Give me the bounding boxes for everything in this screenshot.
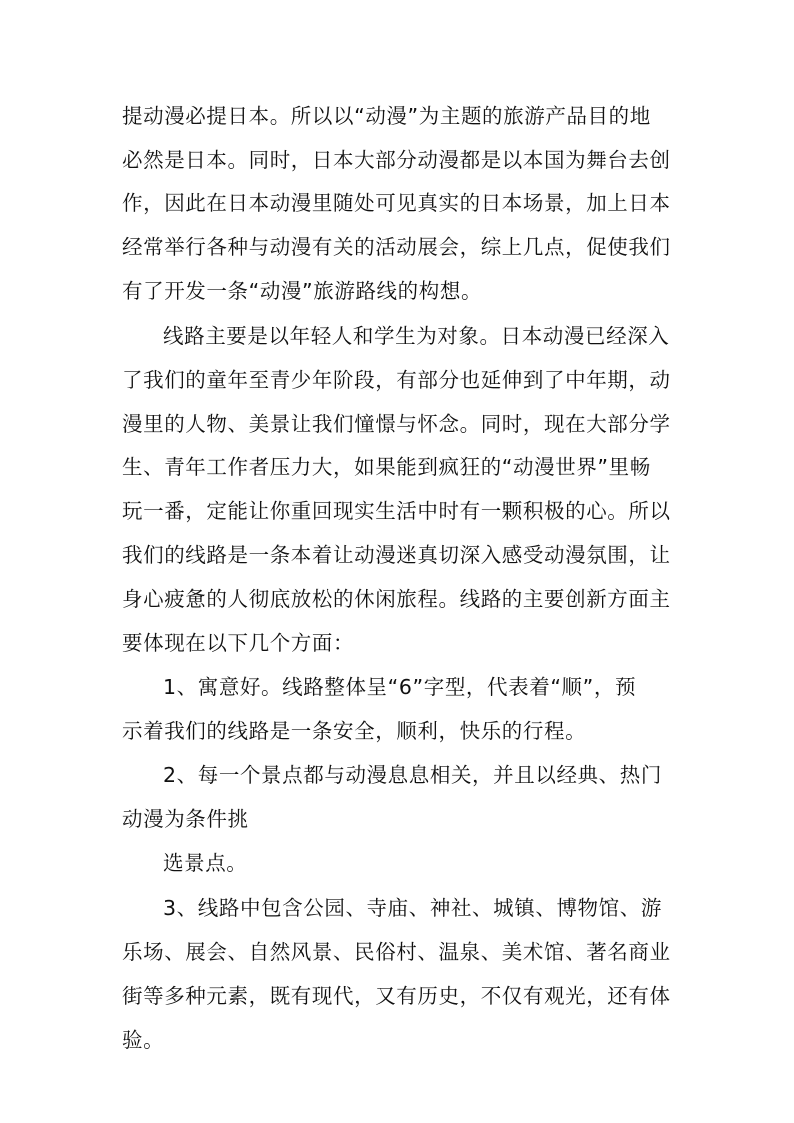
text-line: 验。 xyxy=(122,1028,165,1052)
text-line: 我们的线路是一条本着让动漫迷真切深入感受动漫氛围，让 xyxy=(122,543,671,567)
text-line: 经常举行各种与动漫有关的活动展会，综上几点，促使我们 xyxy=(122,235,671,259)
text-line: 有了开发一条“动漫”旅游路线的构想。 xyxy=(122,279,483,303)
list-item-1: 1、寓意好。线路整体呈“6”字型，代表着“顺”，预 xyxy=(163,675,637,699)
text-line: 生、青年工作者压力大，如果能到疯狂的“动漫世界”里畅 xyxy=(122,455,651,479)
text-line: 作，因此在日本动漫里随处可见真实的日本场景，加上日本 xyxy=(122,191,671,215)
text-line-paragraph-start: 线路主要是以年轻人和学生为对象。日本动漫已经深入 xyxy=(163,324,670,348)
text-line: 漫里的人物、美景让我们憧憬与怀念。同时，现在大部分学 xyxy=(122,412,671,436)
text-line: 必然是日本。同时，日本大部分动漫都是以本国为舞台去创 xyxy=(122,148,671,172)
list-item-3: 3、线路中包含公园、寺庙、神社、城镇、博物馆、游 xyxy=(163,896,662,920)
list-item-2: 2、每一个景点都与动漫息息相关，并且以经典、热门 xyxy=(163,763,662,787)
text-line: 街等多种元素，既有现代，又有历史，不仅有观光，还有体 xyxy=(122,984,671,1008)
text-line: 示着我们的线路是一条安全，顺利，快乐的行程。 xyxy=(122,719,587,743)
text-line: 玩一番，定能让你重回现实生活中时有一颗积极的心。所以 xyxy=(122,499,671,523)
text-line: 乐场、展会、自然风景、民俗村、温泉、美术馆、著名商业 xyxy=(122,940,671,964)
text-line: 了我们的童年至青少年阶段，有部分也延伸到了中年期，动 xyxy=(122,368,671,392)
text-line: 动漫为条件挑 xyxy=(122,807,249,831)
text-line: 提动漫必提日本。所以以“动漫”为主题的旅游产品目的地 xyxy=(122,104,651,128)
text-line: 要体现在以下几个方面： xyxy=(122,631,355,655)
text-line: 选景点。 xyxy=(163,851,248,875)
text-line: 身心疲惫的人彻底放松的休闲旅程。线路的主要创新方面主 xyxy=(122,587,671,611)
